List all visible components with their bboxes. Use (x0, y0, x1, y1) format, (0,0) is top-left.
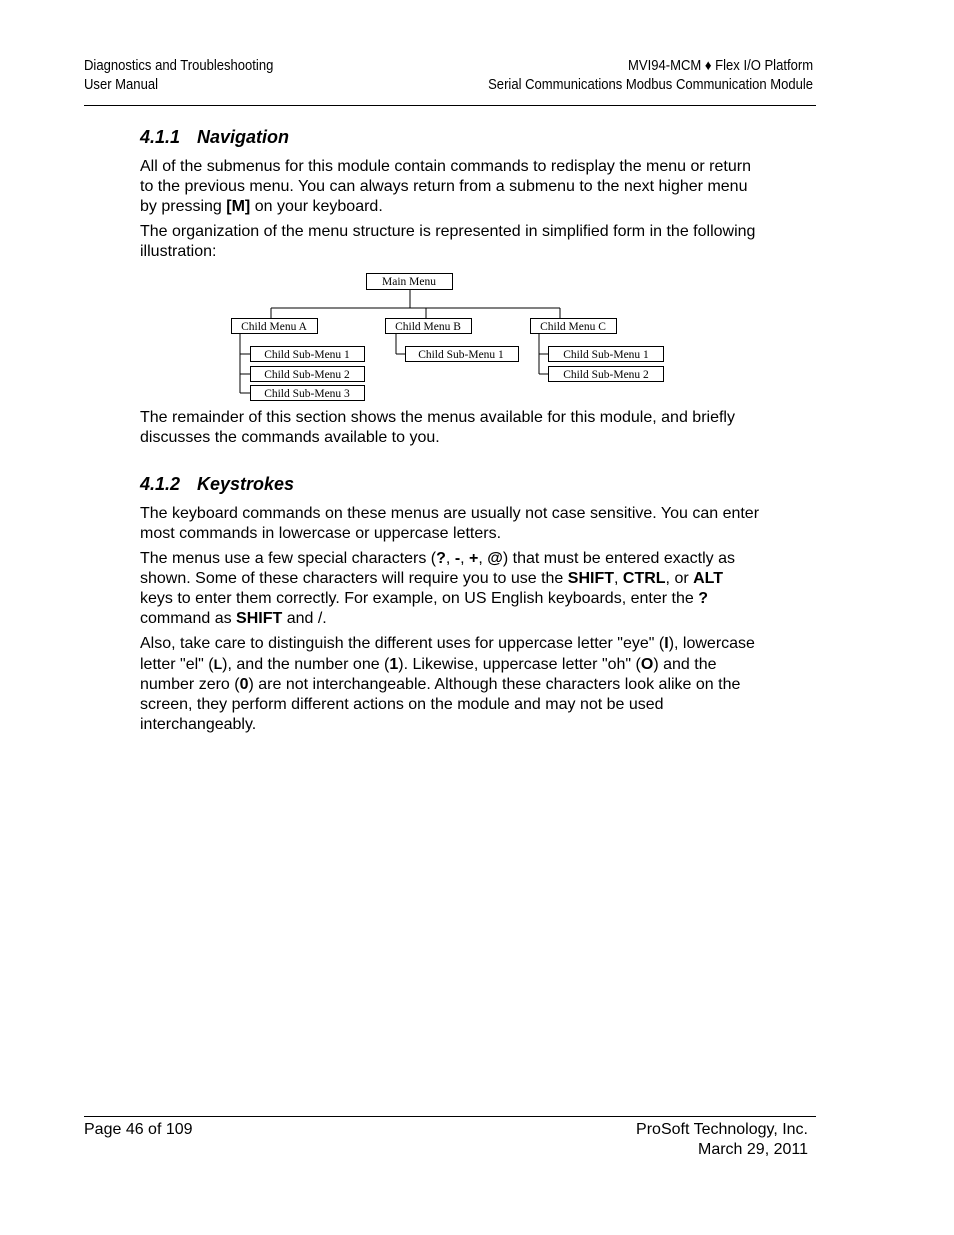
section-keystrokes (140, 473, 760, 740)
paragraph-text: command as (140, 610, 237, 627)
footer-divider (84, 1116, 816, 1117)
header-product-subtitle: Serial Communications Modbus Communication Module (488, 77, 813, 93)
header-product-name: MVI94-MCM ♦ Flex I/O Platform (627, 58, 813, 74)
section-title: Keystrokes (197, 474, 295, 494)
paragraph-text: ) are not interchangeable. Although these characters look alike on the screen, they perform different actions on the module and may not be used interchangeably. (140, 676, 741, 733)
paragraph-keystrokes-1: The keyboard commands on these menus are usually not case sensitive. You can enter most commands in lowercase or uppercase letters. (140, 505, 760, 542)
special-character: - (454, 550, 461, 567)
c-submenu-2-label: Child Sub-Menu 2 (563, 369, 649, 381)
character-example: 0 (239, 676, 249, 693)
special-character: + (469, 550, 479, 567)
main-menu-label: Main Menu (382, 276, 436, 288)
special-character: ? (436, 550, 446, 567)
section-title: Navigation (197, 127, 290, 147)
header-divider (84, 105, 816, 106)
section-navigation (140, 126, 760, 267)
section-navigation-continued (140, 408, 760, 453)
special-character: ? (698, 590, 708, 607)
publication-date: March 29, 2011 (698, 1141, 808, 1158)
paragraph-keystrokes-3 (140, 634, 760, 735)
paragraph-text: All of the submenus for this module contain commands to redisplay the menu or return to the previous menu. You can always return from a submenu to the next higher menu by pressing (140, 158, 751, 215)
child-menu-c-label: Child Menu C (540, 321, 606, 333)
special-character: @ (487, 550, 503, 567)
footer-publisher (636, 1120, 808, 1160)
menu-tree-svg (226, 270, 676, 405)
section-heading-keystrokes (140, 473, 760, 495)
key-name: CTRL (622, 570, 666, 587)
paragraph-text: The menus use a few special characters ( (140, 550, 437, 567)
c-submenu-1-label: Child Sub-Menu 1 (563, 349, 649, 361)
paragraph-text: ), lowercase letter "el" ( (140, 635, 755, 673)
character-example: I (664, 635, 669, 652)
section-number: 4.1.1 (140, 127, 181, 147)
paragraph-navigation-2: The organization of the menu structure is represented in simplified form in the following illustration: (140, 223, 756, 260)
paragraph-text: , or (665, 570, 694, 587)
paragraph-keystrokes-2 (140, 549, 760, 629)
page-number: Page 46 of 109 (84, 1121, 193, 1138)
character-example: O (640, 656, 654, 673)
paragraph-text: ) that must be entered exactly as shown. Some of these characters will require you to use the (140, 550, 735, 587)
key-name: [M] (226, 198, 251, 215)
section-heading-navigation (140, 126, 760, 148)
character-example: 1 (389, 656, 399, 673)
paragraph-text: Also, take care to distinguish the different uses for uppercase letter "eye" ( (140, 635, 665, 652)
running-header-right (488, 57, 813, 95)
a-submenu-3-label: Child Sub-Menu 3 (264, 388, 350, 400)
menu-structure-diagram (226, 270, 676, 405)
paragraph-text: and /. (282, 610, 327, 627)
a-submenu-1-label: Child Sub-Menu 1 (264, 349, 350, 361)
separator: , (445, 550, 455, 567)
paragraph-text: ). Likewise, uppercase letter "oh" ( (398, 656, 641, 673)
paragraph-text: ) and the number zero ( (140, 656, 717, 693)
paragraph-navigation-1 (140, 157, 760, 217)
key-name: ALT (693, 570, 724, 587)
separator: , (478, 550, 488, 567)
b-submenu-1-label: Child Sub-Menu 1 (418, 349, 504, 361)
paragraph-text: ), and the number one ( (222, 656, 390, 673)
company-name: ProSoft Technology, Inc. (636, 1121, 808, 1138)
child-menu-b-label: Child Menu B (395, 321, 461, 333)
paragraph-text: keys to enter them correctly. For example, on US English keyboards, enter the (140, 590, 699, 607)
paragraph-navigation-3: The remainder of this section shows the menus available for this module, and briefly discusses the commands available to you. (140, 409, 735, 446)
header-chapter-title: Diagnostics and Troubleshooting (84, 58, 274, 74)
child-menu-a-label: Child Menu A (241, 321, 307, 333)
key-name: SHIFT (236, 610, 283, 627)
running-header-left (84, 57, 273, 95)
paragraph-text: on your keyboard. (250, 198, 383, 215)
separator: , (460, 550, 470, 567)
section-number: 4.1.2 (140, 474, 181, 494)
separator: , (614, 570, 623, 587)
key-name: SHIFT (567, 570, 614, 587)
header-document-type: User Manual (84, 77, 158, 93)
character-example: L (213, 656, 223, 672)
a-submenu-2-label: Child Sub-Menu 2 (264, 369, 350, 381)
